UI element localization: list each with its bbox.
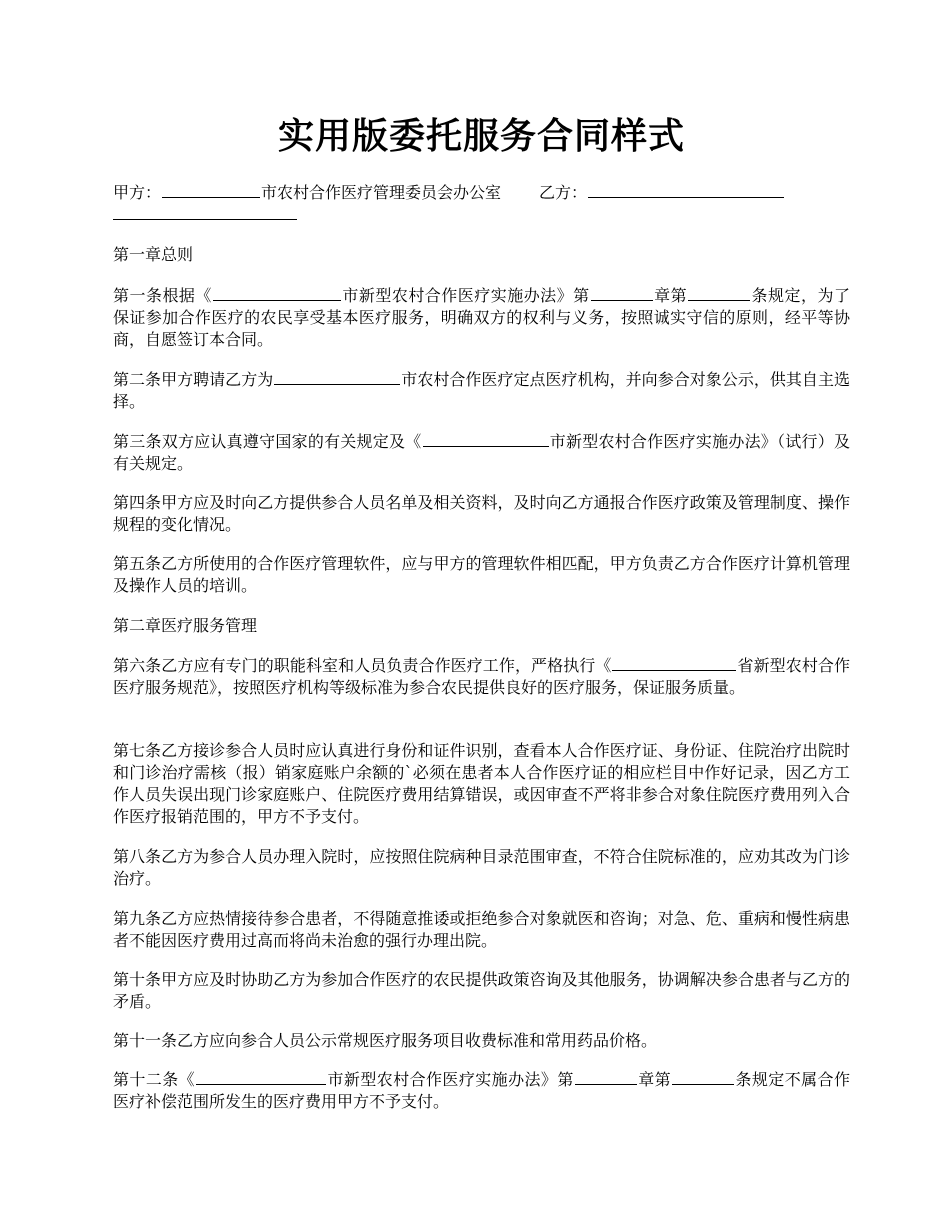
- article-6-blank-province: [612, 656, 736, 671]
- article-8: 第八条乙方为参合人员办理入院时，应按照住院病种目录范围审查，不符合住院标准的，应劝其改为门诊治疗。: [113, 847, 850, 888]
- article-2: 第二条甲方聘请乙方为 市农村合作医疗定点医疗机构，并向参合对象公示，供其自主选择。: [113, 370, 850, 411]
- article-12: 第十二条《 市新型农村合作医疗实施办法》第 章第 条规定不属合作医疗补偿范围所发生的医疗费用甲方不予支付。: [113, 1070, 850, 1111]
- party-b: [539, 183, 785, 202]
- chapter-1-heading: 第一章总则: [113, 245, 194, 264]
- article-10: 第十条甲方应及时协助乙方为参加合作医疗的农民提供政策咨询及其他服务，协调解决参合患者与乙方的矛盾。: [113, 970, 850, 1011]
- party-b-label: 乙方：: [539, 183, 588, 202]
- party-a-blank: [162, 183, 260, 198]
- party-a-name: 市农村合作医疗管理委员会办公室: [261, 183, 502, 202]
- article-3-blank-city: [423, 432, 549, 447]
- article-11: 第十一条乙方应向参合人员公示常规医疗服务项目收费标准和常用药品价格。: [113, 1031, 658, 1050]
- article-7: 第七条乙方接诊参合人员时应认真进行身份和证件识别，查看本人合作医疗证、身份证、住院治疗出院时和门诊治疗需核（报）销家庭账户余额的`必须在患者本人合作医疗证的相应栏目中作好记录，因乙方工作人员失误出现门诊家庭账户、住院医疗费用结算错误，或因审查不严将非参合对象住院医疗费用列入合作医疗报销范围的，甲方不予支付。: [113, 741, 850, 826]
- article-12-blank-article: [672, 1070, 734, 1085]
- party-b-blank: [588, 183, 784, 198]
- article-1-blank-city: [213, 286, 341, 301]
- party-a: [113, 183, 501, 202]
- party-a-label: 甲方：: [113, 183, 162, 202]
- party-b-blank-continued: [113, 205, 297, 220]
- article-5: 第五条乙方所使用的合作医疗管理软件，应与甲方的管理软件相匹配，甲方负责乙方合作医疗计算机管理及操作人员的培训。: [113, 554, 850, 595]
- article-3: 第三条双方应认真遵守国家的有关规定及《 市新型农村合作医疗实施办法》（试行）及有关规定。: [113, 432, 850, 473]
- document-title: 实用版委托服务合同样式: [277, 115, 685, 157]
- article-12-blank-city: [196, 1070, 326, 1085]
- article-1: 第一条根据《 市新型农村合作医疗实施办法》第 章第 条规定，为了保证参加合作医疗的农民享受基本医疗服务，明确双方的权利与义务，按照诚实守信的原则，经平等协商，自愿签订本合同。: [113, 286, 850, 349]
- article-4: 第四条甲方应及时向乙方提供参合人员名单及相关资料，及时向乙方通报合作医疗政策及管理制度、操作规程的变化情况。: [113, 493, 850, 534]
- article-1-blank-chapter: [591, 286, 653, 301]
- article-6: 第六条乙方应有专门的职能科室和人员负责合作医疗工作，严格执行《 省新型农村合作医疗服务规范》，按照医疗机构等级标准为参合农民提供良好的医疗服务，保证服务质量。: [113, 656, 850, 697]
- article-1-blank-article: [688, 286, 750, 301]
- article-12-blank-chapter: [575, 1070, 637, 1085]
- article-2-blank-party: [274, 370, 400, 385]
- party-line: [113, 182, 850, 226]
- article-9: 第九条乙方应热情接待参合患者，不得随意推诿或拒绝参合对象就医和咨询；对急、危、重病和慢性病患者不能因医疗费用过高而将尚未治愈的强行办理出院。: [113, 909, 850, 950]
- chapter-2-heading: 第二章医疗服务管理: [113, 616, 258, 635]
